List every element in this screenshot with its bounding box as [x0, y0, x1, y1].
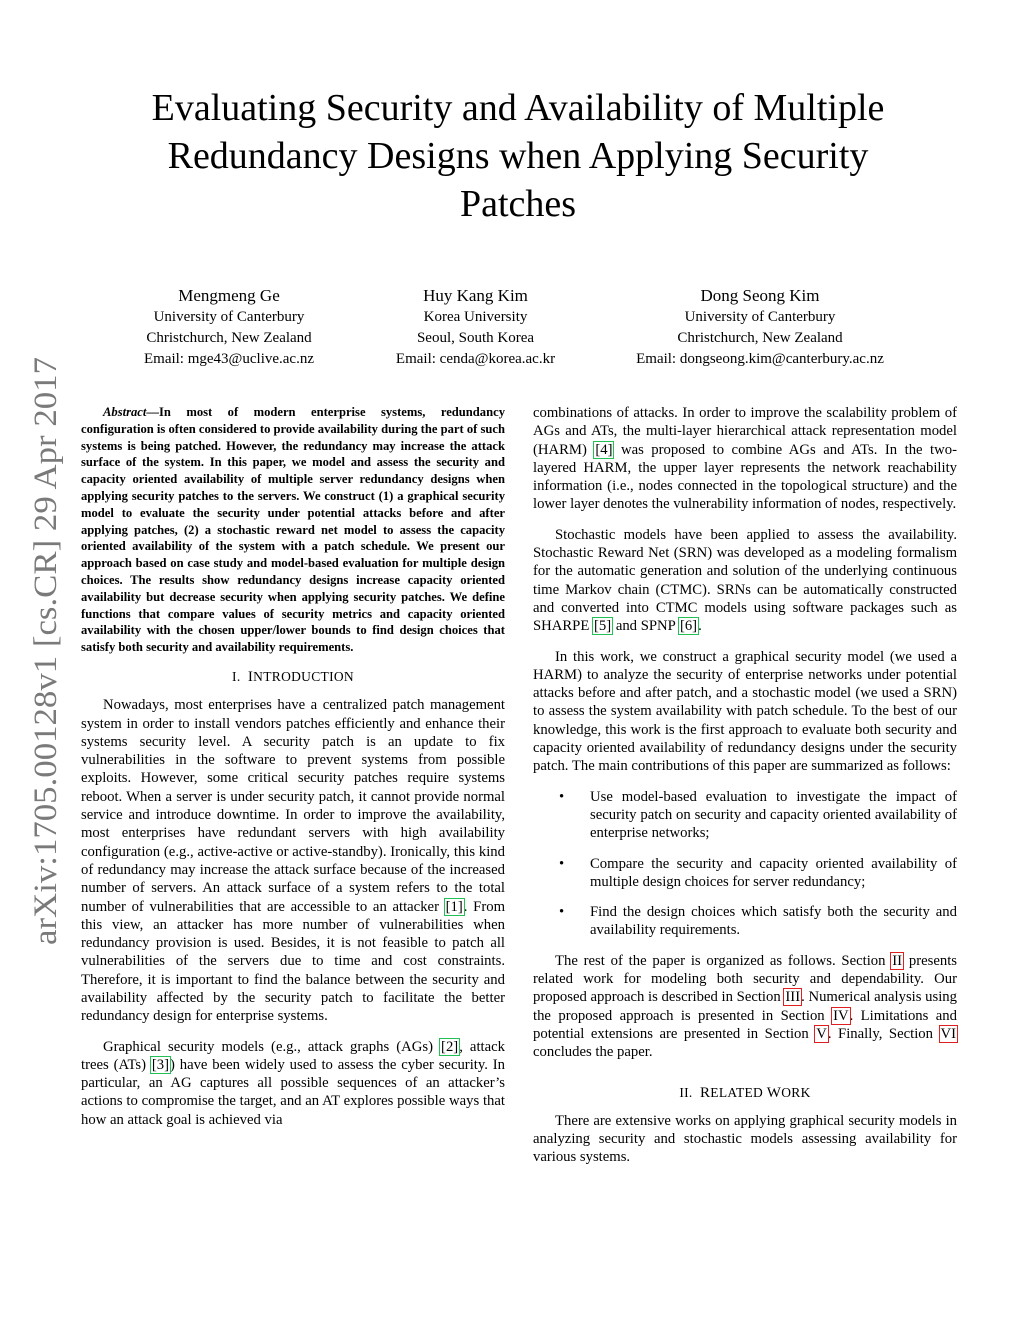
section-title-initial: W: [766, 1084, 782, 1101]
intro-paragraph-4: In this work, we construct a graphical security model (we used a HARM) to analyze the security of enterprise networks under potential attacks before and after patch, and a stochastic model (we used a SRN) to assess the system availability with patch schedule. To the best of our knowledge, this work is the first approach to evaluate both security and capacity oriented availability of redundancy designs under the security patch. The main contributions of this paper are summarized as follows:: [533, 648, 957, 775]
author-location: Christchurch, New Zealand: [677, 330, 843, 346]
author-location: Christchurch, New Zealand: [146, 330, 312, 346]
section-link-6[interactable]: VI: [940, 1025, 956, 1042]
author-name: Dong Seong Kim: [700, 286, 820, 305]
paragraph-text: presents related work for modeling both security and dependability. Our proposed approach is described in Section: [533, 952, 957, 1006]
related-work-paragraph-1: There are extensive works on applying graphical security models in analyzing security and stochastic models assessing availability for various systems.: [533, 1112, 957, 1166]
right-column: [533, 404, 957, 1179]
paragraph-text: ) have been widely used to assess the cyber security. In particular, an AG captures all possible sequences of an attacker’s actions to compromise the target, and an AT explores possible ways that how an attack goal is achieved via: [81, 1056, 505, 1128]
contributions-list: [533, 788, 957, 940]
citation-link-4[interactable]: [4]: [595, 441, 613, 458]
section-link-3[interactable]: III: [785, 989, 801, 1006]
citation-link-6[interactable]: [6]: [679, 618, 698, 635]
arxiv-identifier-stamp: [14, 355, 76, 945]
section-number: II.: [679, 1084, 693, 1100]
author-affiliation: Korea University: [423, 309, 528, 325]
section-title-initial: I: [247, 668, 254, 685]
paragraph-text: Nowadays, most enterprises have a centralized patch management system in order to install vendors patches efficiently and enhance their systems security level. A security patch is an update to fix vulnerabilities in the software to prevent systems from possible exploits. However, some critical security patches require systems reboot. When a server is under security patch, it cannot provide normal service and introduce downtime. In order to improve the availability, most enterprises have redundant servers with high availability configuration (e.g., active-active or active-standby). Ironically, this kind of redundancy may increase the attack surface because of the increased number of servers. An attack surface of a system refers to the total number of vulnerabilities that are accessible to an attacker: [81, 697, 505, 915]
intro-paragraph-3: [533, 526, 957, 636]
paragraph-text: was proposed to combine AGs and ATs. In the two-layered HARM, the upper layer represents the network reachability information (i.e., nodes connected in the topological structure) and the lower layer denotes the vulnerability information of nodes, respectively.: [533, 441, 957, 513]
list-item: • Use model-based evaluation to investigate the impact of security patch on security and capacity oriented availability of enterprise networks;: [533, 788, 957, 843]
section-heading-introduction: [81, 668, 505, 686]
citation-link-5[interactable]: [5]: [594, 618, 612, 635]
abstract-label: Abstract: [103, 405, 147, 419]
author-email: Email: mge43@uclive.ac.nz: [143, 351, 314, 367]
citation-link-2[interactable]: [2]: [441, 1038, 459, 1055]
paragraph-text: Graphical security models (e.g., attack graphs (AGs): [103, 1038, 441, 1055]
author-email: Email: dongseong.kim@canterbury.ac.nz: [636, 351, 884, 367]
intro-paragraph-2-continued: [533, 404, 957, 514]
title-line-1: Evaluating Security and Availability of Multiple: [151, 87, 885, 129]
author-name: Huy Kang Kim: [423, 286, 528, 305]
paragraph-text: . Finally, Section: [827, 1025, 940, 1042]
author-affiliation: University of Canterbury: [153, 309, 305, 325]
section-title-rest: ORK: [781, 1084, 811, 1100]
abstract: [81, 404, 505, 656]
paragraph-text: concludes the paper.: [533, 1044, 653, 1061]
intro-paragraph-2: [81, 1038, 505, 1129]
paragraph-text: . Numerical analysis using the proposed approach is presented in Section: [533, 989, 957, 1024]
paragraph-text: . Limitations and potential extensions are presented in Section: [533, 1007, 957, 1042]
list-item: • Compare the security and capacity oriented availability of multiple design choices for server redundancy;: [533, 855, 957, 892]
section-title-initial: R: [699, 1084, 711, 1101]
list-item: • Find the design choices which satisfy both the security and availability requirements.: [533, 903, 957, 940]
author-email: Email: cenda@korea.ac.kr: [395, 351, 556, 367]
paragraph-text: . From this view, an attacker has more number of vulnerabilities when redundancy provision is used. Besides, it is not feasible to patch all vulnerabilities of the servers due to time and cost constraints. Therefore, it is important to find the balance between the security and availability affected by the security patch to facilitate the better redundancy design for enterprise systems.: [81, 898, 505, 1025]
section-link-2[interactable]: II: [892, 952, 903, 969]
abstract-text: —In most of modern enterprise systems, redundancy configuration is often considered to provide availability during the part of such systems is being patched. However, the redundancy may increase the attack surface of the system. In this paper, we model and assess the security and capacity oriented availability of multiple server redundancy designs when applying security patches to the servers. We construct (1) a graphical security model to evaluate the security under potential attacks before and after applying patches, (2) a stochastic reward net model to assess the capacity oriented availability of the system with a patch schedule. We present our approach based on case study and model-based evaluation for multiple design choices. The results show redundancy designs increase capacity oriented availability but decrease security when applying security patches. We define functions that compare values of security metrics and capacity oriented availability with the chosen upper/lower bounds to find design choices that satisfy both security and availability requirements.: [81, 405, 505, 655]
left-column: [81, 404, 505, 1141]
intro-paragraph-5: [533, 952, 957, 1062]
author-3: [610, 284, 910, 370]
author-location: Seoul, South Korea: [416, 330, 535, 346]
author-affiliation: University of Canterbury: [684, 309, 836, 325]
paragraph-text: and SPNP: [612, 618, 679, 635]
section-number: I.: [232, 668, 241, 684]
section-title-rest: NTRODUCTION: [253, 668, 354, 684]
paragraph-text: Stochastic models have been applied to assess the availability. Stochastic Reward Net (SRN) was developed as a modeling formalism for the automatic generation and solution of the underlying continuous time Markov chain (CTMC). SRNs can be automatically constructed and converted into CTMC models using software packages such as SHARPE: [533, 526, 957, 635]
section-title-rest: ELATED: [710, 1084, 767, 1100]
title-line-2: Redundancy Designs when Applying Security: [167, 135, 869, 177]
section-link-5[interactable]: V: [816, 1025, 827, 1042]
section-link-4[interactable]: IV: [833, 1007, 849, 1024]
arxiv-identifier-text: arXiv:1705.00128v1 [cs.CR] 29 Apr 2017: [28, 387, 64, 945]
intro-paragraph-1: [81, 696, 505, 1025]
author-1: [124, 284, 334, 370]
paper-title: [100, 84, 936, 228]
paragraph-text: .: [698, 618, 702, 635]
citation-link-3[interactable]: [3]: [151, 1056, 169, 1073]
paragraph-text: , attack trees (ATs): [81, 1038, 505, 1073]
author-2: [373, 284, 578, 370]
author-name: Mengmeng Ge: [178, 286, 280, 305]
section-heading-related-work: [533, 1084, 957, 1102]
paragraph-text: The rest of the paper is organized as follows. Section: [555, 952, 892, 969]
title-line-3: Patches: [459, 183, 577, 225]
paragraph-text: combinations of attacks. In order to improve the scalability problem of AGs and ATs, the multi-layer hierarchical attack representation model (HARM): [533, 405, 957, 458]
citation-link-1[interactable]: [1]: [445, 898, 463, 915]
